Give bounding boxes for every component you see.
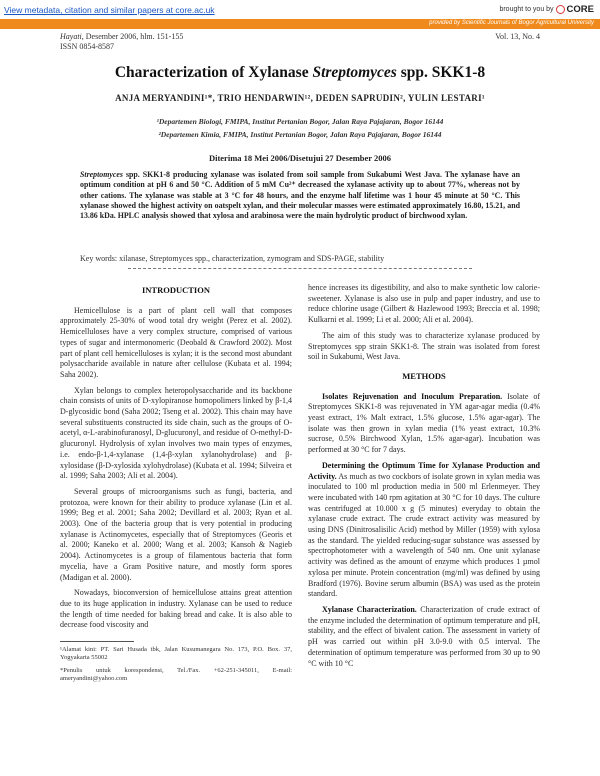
methods-text-2: As much as two cockbors of isolate grown in xylan media was inoculated to 100 ml production media in 500 ml Erlenmeyer. They were incubated with 140 rpm agitation at 30 °C for 10 days. The culture was centrifuged at 10.000 x g (5 minutes) everyday to obtain the xylanase crude extract. The crude extract activity was measured by using DNS (Dinitrosalisilic Acid) method by Miller (1959) with xylosa as the standard. The yielded reducing-sugar substance was assessed by spectrophotometer with a wavelength of 540 nm. One unit xylanase activity was defined as the amount of enzyme which produces 1 µmol xylosa per minute. Protein concentration (mg/ml) was defined by using Bradford (1976). Bovine serum albumin (BSA) was used as the protein standard. [308,471,540,599]
intro-paragraph-1: Hemicellulose is a part of plant cell wall that composes approximately 25-30% of wood total dry weight (Perez et al. 2002). Hemicelluloses have a very complex structure, comprised of various types of sugar and intermonomeric (Deobald & Crawford 2002). Most part of plant cell hemicelluloses is xylan; it is the second most abundant polysaccharide available in nature after cellulose (Kubata et al. 1994; Saha 2002). [60,305,292,379]
abstract [80,170,520,221]
aim-paragraph: The aim of this study was to characterize xylanase produced by Streptomyces spp strain SKK1-8. The strain was isolated from forest soil in Sukabumi, West Java. [308,330,540,362]
brought-by-text: brought to you by [499,6,554,13]
methods-text-3: Characterization of crude extract of the enzyme included the determination of optimum temperature and pH, stability, and the effect of bivalent cation. The assessment in variety of pH was carried out within pH 3.0-9.0 with 0.5 interval. The determination of optimum temperature was performed from 30 up to 90 °C with 10 °C [308,604,540,668]
methods-paragraph-1 [308,392,540,456]
journal-header [60,32,183,52]
right-column [308,283,540,674]
left-column [60,283,292,688]
title-organism: Streptomyces [312,64,397,81]
abstract-text: spp. SKK1-8 producing xylanase was isolated from soil sample from Sukabumi West Java. The xylanase have an optimum condition at pH 6 and 50 °C. Addition of 5 mM Cu²⁺ decreased the xylanase activity up to about 77%, whereas not by other cations. The xylanase was stable at 3 °C for 48 hours, and the enzyme half lifetime was 1 hour 45 minute at 50 °C. This xylanase showed the highest activity on oatspelt xylan, and their molecular masses were estimated approximately 16.80, 15.21, and 13.86 kDa. HPLC analysis showed that xylosa and arabinosa were the main hydrolytic product of birchwood xylan. [80,170,520,221]
author-list: ANJA MERYANDINI¹*, TRIO HENDARWIN¹², DEDEN SAPRUDIN², YULIN LESTARI¹ [115,93,485,103]
methods-paragraph-3 [308,605,540,669]
footnote-2: *Penulis untuk korespondensi, Tel./Fax. +62-251-345011, E-mail: ameryandini@yahoo.com [60,667,292,683]
intro-continued-paragraph: hence increases its digestibility, and also to make synthetic low calorie-sweetener. Xylanase is also use in pulp and paper industry, and use to reduce chlorine usage (Gilbert & Hazlewood 1993; Breccia et al. 1998; Kulkarni et al. 1999; Li et al. 2000; Ali et al. 2004). [308,283,540,325]
footnote-1: ¹Alamat kini: PT. Sari Husada tbk, Jalan Kusumanegara No. 173, P.O. Box. 37, Yogyakarta 55002 [60,646,292,662]
intro-paragraph-4: Nowadays, bioconversion of hemicellulose attains great attention due to its huge application in industry. Xylanase can be used to reduce the length of time needed for baking bread and cake. It is also able to decrease food viscosity and [60,588,292,630]
title-suffix: spp. SKK1-8 [396,64,486,81]
methods-text-1: Isolate of Streptomyces SKK1-8 was rejuvenated in YM agar-agar media (0.4% yeast extract, 1% Malt extract, 1.5% glucose, 1.5% agar-agar). The isolate was then grown in xylan media (1% yeast extract, 10.3% sucrose, 0.5% Birchwood Xylan, 1.5% agar-agar). Incubation was performed at 30 °C for 7 days. [308,391,540,455]
intro-paragraph-2: Xylan belongs to complex heteropolysaccharide and its backbone chain consists of units of D-xylopiranose homopolimers linked by β-1,4 D-glycosidic bond (Saha 2002; Tseng et al. 2002). This chain may have several substituents constructed its side chain, such as the groups of O-acetyl, α-L-arabinofuranosyl, D-glucuronyl, and residue of O-methyl-D-glucuronyl. Hydrolysis of xylan involves two main types of enzymes, i.e. endo-β-1,4-xylanase (1,4-β-xylan xylanohydrolase) and β-xylosidase (β-D-xylosida xylohydrolase) (Kubata et al. 1994; Silveira et al. 1999; Saha 2003; Ali et al. 2004). [60,385,292,481]
journal-name: Hayati [60,32,82,41]
volume-number: Vol. 13, No. 4 [495,32,540,41]
keywords: Key words: xilanase, Streptomyces spp., characterization, zymogram and SDS-PAGE, stability [80,254,385,263]
issn: ISSN 0854-8587 [60,42,115,51]
paper-title [0,64,600,82]
core-logo-text: CORE [566,4,594,15]
methods-paragraph-2 [308,461,540,600]
footnote-rule [60,641,134,642]
title-prefix: Characterization of Xylanase [114,64,313,81]
received-accepted-dates: Diterima 18 Mei 2006/Disetujui 27 Desember 2006 [208,153,392,163]
intro-paragraph-3: Several groups of microorganisms such as fungi, bacteria, and protozoa, were known for their ability to produce xylanase (Lin et al. 1999; Beg et al. 2001; Saha 2002; Devillard et al. 2003; Ryan et al. 2003). One of the bacteria group that is very potential in producing xylanase is Actinomycetes, especially that of Streptomyces (Georis et al. 2000; Kaneko et al. 2000; Wang et al. 2003; Kansoh & Nagieb 2004). Actinomycetes is a group of filamentous bacteria that form mycelia, have a Gram Positive nature, and mostly form spores (Madigan et al. 2000). [60,486,292,582]
abstract-organism: Streptomyces [80,170,123,179]
introduction-heading: INTRODUCTION [141,285,210,295]
affiliation-2: ²Departemen Kimia, FMIPA, Institut Pertanian Bogor, Jalan Raya Pajajaran, Bogor 16144 [158,130,442,139]
methods-subheading-3: Xylanase Characterization. [322,604,417,614]
methods-subheading-1: Isolates Rejuvenation and Inoculum Preparation. [322,391,503,401]
provided-by-text[interactable]: provided by Scientific Journals of Bogor Agricultural University [429,20,594,26]
affiliation-1: ¹Departemen Biologi, FMIPA, Institut Pertanian Bogor, Jalan Raya Pajajaran, Bogor 16144 [156,117,444,126]
core-badge[interactable] [499,4,594,15]
core-logo-icon [556,5,565,14]
journal-date-pages: , Desember 2006, hlm. 151-155 [81,32,184,41]
journal-citation [60,32,183,42]
section-divider [128,268,472,269]
view-metadata-link[interactable]: View metadata, citation and similar papers at core.ac.uk [4,5,215,15]
methods-subheading-2: Determining the Optimum Time for Xylanase Production and Activity. [308,460,540,481]
methods-heading: METHODS [402,370,446,381]
